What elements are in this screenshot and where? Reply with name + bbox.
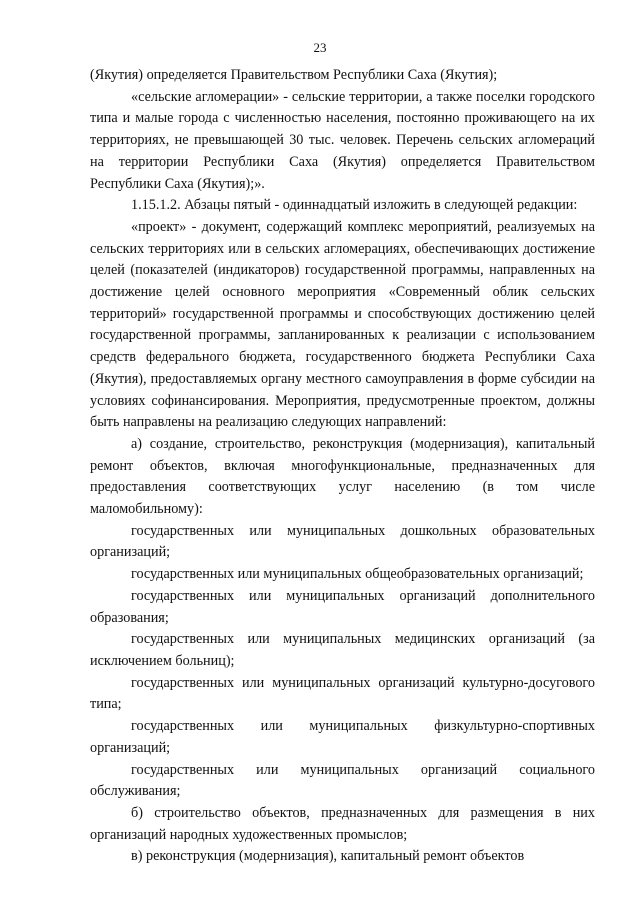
document-body [90,65,595,868]
page-number: 23 [313,40,327,55]
paragraph: государственных или муниципальных организаций культурно-досугового типа; [90,674,595,713]
paragraph: а) создание, строительство, реконструкция (модернизация), капитальный ремонт объектов, включая многофункциональные, предназначенных для предоставления соответствующих услуг населению (в том числе маломобильному): [90,435,595,518]
paragraph: «сельские агломерации» - сельские территории, а также поселки городского типа и малые города с численностью населения, постоянно проживающего на их территориях, не превышающей 30 тыс. человек. Перечень сельских агломераций на территории Республики Саха (Якутия) определяется Правительством Республики Саха (Якутия);». [90,88,595,192]
paragraph: (Якутия) определяется Правительством Республики Саха (Якутия); [90,67,498,83]
paragraph: государственных или муниципальных физкультурно-спортивных организаций; [90,718,595,756]
paragraph: государственных или муниципальных организаций дополнительного образования; [90,587,595,626]
paragraph: «проект» - документ, содержащий комплекс мероприятий, реализуемых на сельских территориях или в сельских агломерациях, обеспечивающих достижение целей (показателей (индикаторов) государственной программы, направленных на достижение целей основного мероприятия «Современный облик сельских территорий» государственной программы и способствующих достижению целей государственной программы, запланированных к реализации с использованием средств федерального бюджета, государственного бюджета Республики Саха (Якутия), предоставляемых органу местного самоуправления в форме субсидии на условиях софинансирования. Мероприятия, предусмотренные проектом, должны быть направлены на реализацию следующих направлений: [90,218,595,431]
paragraph: государственных или муниципальных общеобразовательных организаций; [131,566,584,583]
paragraph: 1.15.1.2. Абзацы пятый - одиннадцатый изложить в следующей редакции: [131,197,578,214]
paragraph: в) реконструкция (модернизация), капитальный ремонт объектов [131,848,525,865]
paragraph: б) строительство объектов, предназначенных для размещения в них организаций народных художественных промыслов; [90,804,595,843]
paragraph: государственных или муниципальных медицинских организаций (за исключением больниц); [90,631,595,669]
paragraph: государственных или муниципальных организаций социального обслуживания; [90,761,595,800]
paragraph: государственных или муниципальных дошкольных образовательных организаций; [90,522,595,561]
